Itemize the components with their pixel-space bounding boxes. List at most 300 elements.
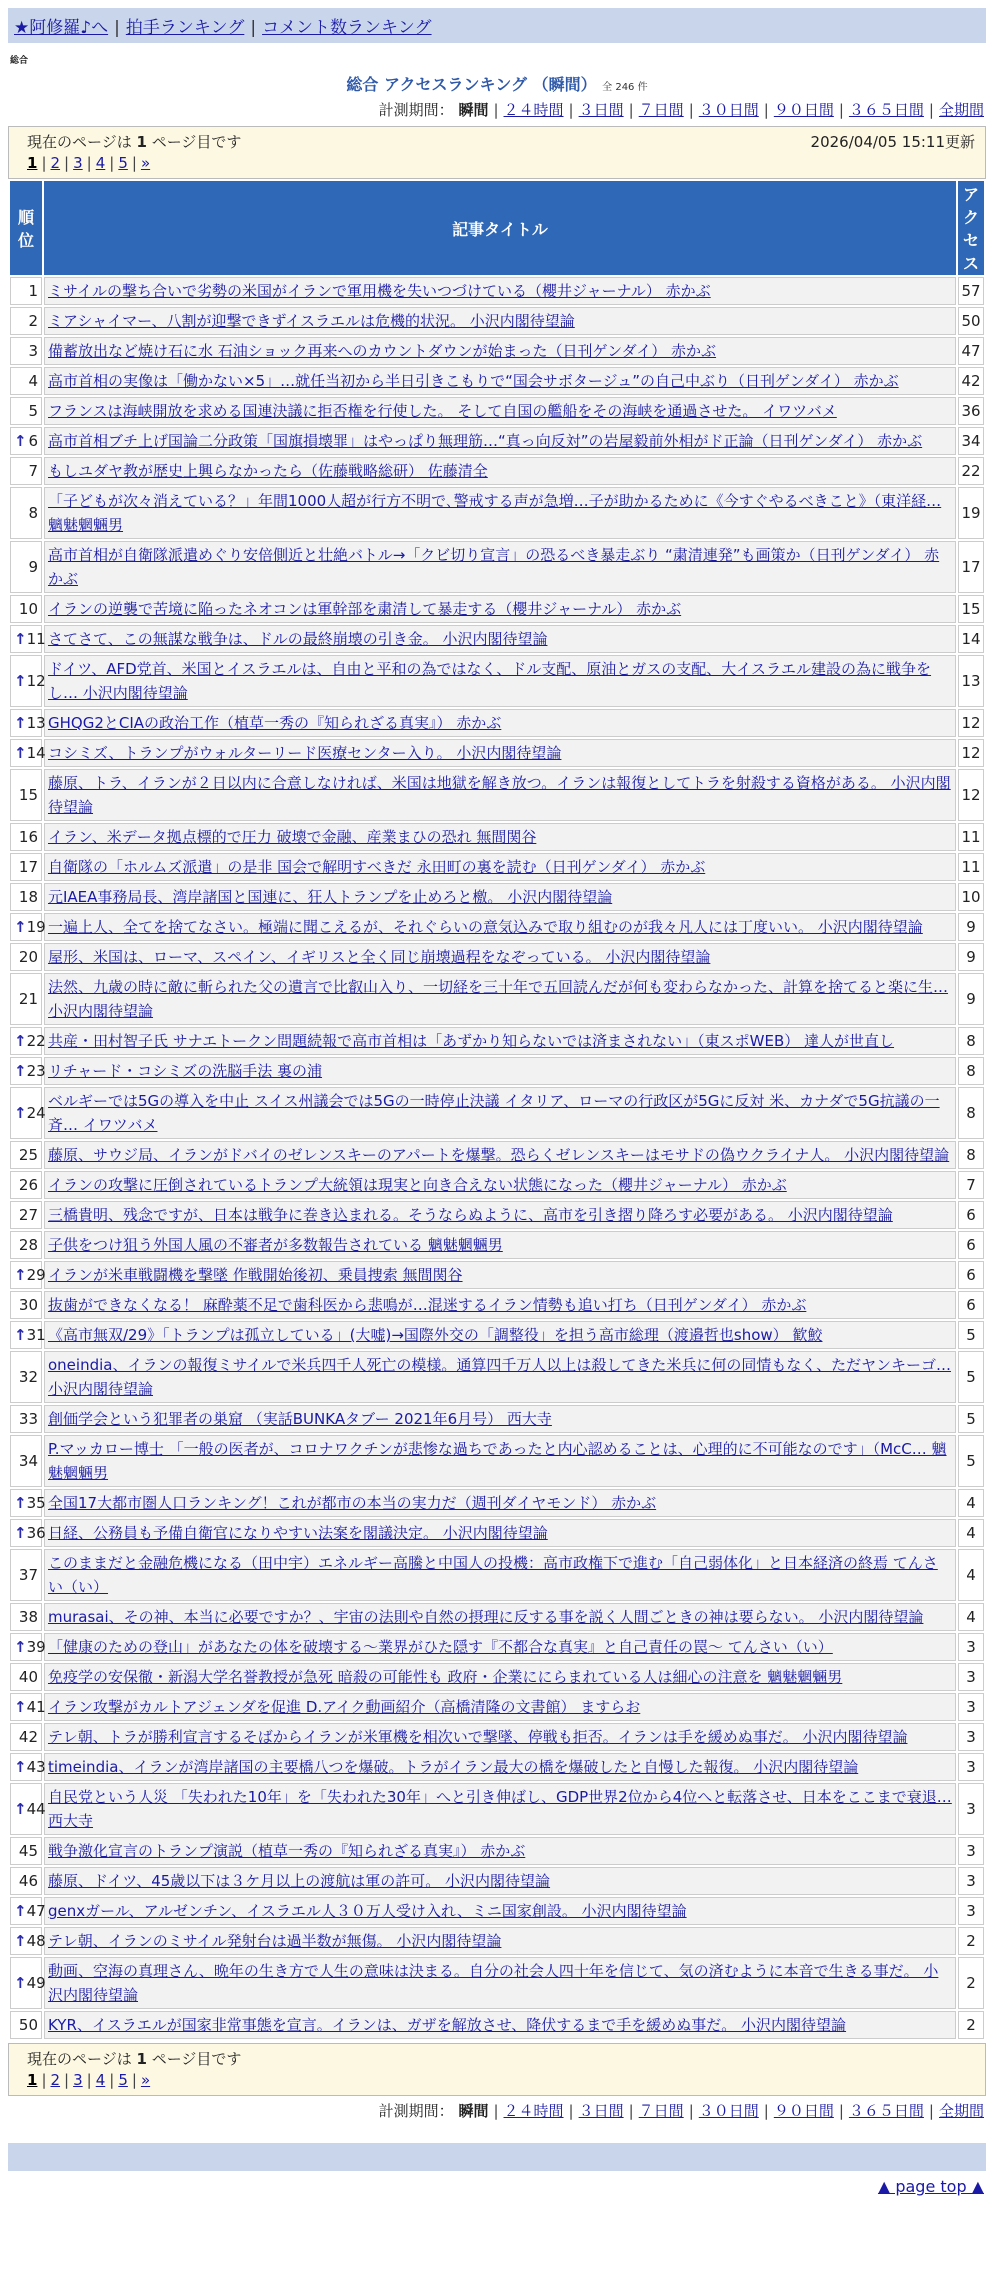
table-row xyxy=(10,1897,984,1925)
rank-number: 18 xyxy=(18,888,38,906)
table-row xyxy=(10,277,984,305)
rank-cell xyxy=(10,655,46,707)
title-cell xyxy=(44,1261,956,1289)
rank-number: 46 xyxy=(18,1872,38,1890)
period-30d-link[interactable]: ３０日間 xyxy=(698,2102,759,2120)
table-row xyxy=(10,337,984,365)
table-row xyxy=(10,1351,984,1403)
title-cell xyxy=(44,1957,956,2009)
article-title-link[interactable]: イランが米車戦闘機を撃墜 作戦開始後初、乗員捜索 無間関谷 xyxy=(48,1266,463,1284)
period-current: 瞬間 xyxy=(458,2102,489,2120)
article-title-link[interactable]: このままだと金融危機になる（田中宇）エネルギー高騰と中国人の投機：高市政権下で進む「自己弱体化」と日本経済の終焉 てんさい（い） xyxy=(48,1554,938,1596)
period-7d-link[interactable]: ７日間 xyxy=(638,2102,684,2120)
rank-cell xyxy=(10,943,42,971)
rank-cell xyxy=(10,1867,42,1895)
table-row xyxy=(10,853,984,881)
article-title-link[interactable]: 三橋貴明、残念ですが、日本は戦争に巻き込まれる。そうならぬように、高市を引き摺り降ろす必要がある。 小沢内閣待望論 xyxy=(48,1206,893,1224)
table-row xyxy=(10,709,984,737)
period-24h-link[interactable]: ２４時間 xyxy=(503,2102,564,2120)
rank-number: 45 xyxy=(18,1842,38,1860)
rank-cell xyxy=(10,1087,46,1139)
article-title-link[interactable]: oneindia、イランの報復ミサイルで米兵四千人死亡の模様。通算四千万人以上は殺してきた米兵に何の同情もなく、ただヤンキーゴ… 小沢内閣待望論 xyxy=(48,1356,951,1398)
pager-page-3[interactable]: 3 xyxy=(73,2071,83,2089)
rank-cell xyxy=(10,1351,42,1403)
rank-up-arrow-icon: ↑ xyxy=(14,714,27,732)
rank-up-arrow-icon: ↑ xyxy=(14,918,27,936)
title-cell xyxy=(44,1435,956,1487)
top-nav xyxy=(8,8,986,43)
rank-up-arrow-icon: ↑ xyxy=(14,1902,27,1920)
article-title-link[interactable]: murasai、その神、本当に必要ですか？、宇宙の法則や自然の摂理に反する事を説く人間ごときの神は要らない。 小沢内閣待望論 xyxy=(48,1608,924,1626)
period-3d-link[interactable]: ３日間 xyxy=(578,101,624,119)
rank-up-arrow-icon: ↑ xyxy=(14,1494,27,1512)
rank-cell xyxy=(10,739,46,767)
article-title-link[interactable]: 全国17大都市圏人口ランキング！これが都市の本当の実力だ（週刊ダイヤモンド） 赤かぶ xyxy=(48,1494,657,1512)
rank-cell xyxy=(10,277,42,305)
rank-cell xyxy=(10,1753,46,1781)
rank-cell xyxy=(10,1489,46,1517)
period-3d-link[interactable]: ３日間 xyxy=(578,2102,624,2120)
period-365d-link[interactable]: ３６５日間 xyxy=(848,2102,924,2120)
article-title-link[interactable]: 高市首相が自衛隊派遣めぐり安倍側近と壮絶バトル→「クビ切り宣言」の恐るべき暴走ぶり “粛清連発”も画策か（日刊ゲンダイ） 赤かぶ xyxy=(48,546,940,588)
rank-up-arrow-icon: ↑ xyxy=(14,1932,27,1950)
title-cell xyxy=(44,541,956,593)
access-count: 10 xyxy=(958,883,984,911)
rank-number: 33 xyxy=(18,1410,38,1428)
rank-up-arrow-icon: ↑ xyxy=(14,672,27,690)
category-tag: 総合 xyxy=(10,56,29,66)
rank-number: 40 xyxy=(18,1668,38,1686)
access-count: 11 xyxy=(958,823,984,851)
rank-cell xyxy=(10,1723,42,1751)
rank-number: 27 xyxy=(18,1206,38,1224)
rank-cell xyxy=(10,541,42,593)
period-selector-bottom: 計測期間： 瞬間 | ２４時間 | ３日間 | ７日間 | ３０日間 | ９０日間 | ３６５日間 | 全期間 xyxy=(378,2102,984,2120)
access-count: 5 xyxy=(958,1405,984,1433)
article-title-link[interactable]: 屋形、米国は、ローマ、スペイン、イギリスと全く同じ崩壊過程をなぞっている。 小沢内閣待望論 xyxy=(48,948,711,966)
table-row xyxy=(10,2011,984,2039)
access-count: 9 xyxy=(958,943,984,971)
title-cell xyxy=(44,1201,956,1229)
rank-number: 2 xyxy=(28,312,38,330)
rank-up-arrow-icon: ↑ xyxy=(14,1698,27,1716)
article-title-link[interactable]: 藤原、サウジ局、イランがドバイのゼレンスキーのアパートを爆撃。恐らくゼレンスキーはモサドの偽ウクライナ人。 小沢内閣待望論 xyxy=(48,1146,950,1164)
article-title-link[interactable]: 戦争激化宣言のトランプ演説（植草一秀の『知られざる真実』） 赤かぶ xyxy=(48,1842,526,1860)
title-cell xyxy=(44,1897,956,1925)
rank-up-arrow-icon: ↑ xyxy=(14,630,27,648)
title-cell xyxy=(44,1057,956,1085)
table-row xyxy=(10,823,984,851)
rank-number: 20 xyxy=(18,948,38,966)
title-cell xyxy=(44,1633,956,1661)
article-title-link[interactable]: ミアシャイマー、八割が迎撃できずイスラエルは危機的状況。 小沢内閣待望論 xyxy=(48,312,575,330)
rank-cell xyxy=(10,853,42,881)
article-title-link[interactable]: ドイツ、AFD党首、米国とイスラエルは、自由と平和の為ではなく、ドル支配、原油とガスの支配、大イスラエル建設の為に戦争をし… 小沢内閣待望論 xyxy=(48,660,932,702)
rank-cell xyxy=(10,595,42,623)
article-title-link[interactable]: 子供をつけ狙う外国人風の不審者が多数報告されている 魑魅魍魎男 xyxy=(48,1236,503,1254)
rank-number: 32 xyxy=(18,1368,38,1386)
title-cell xyxy=(44,655,956,707)
period-24h-link[interactable]: ２４時間 xyxy=(503,101,564,119)
rank-number: 13 xyxy=(26,714,46,732)
rank-cell xyxy=(10,487,42,539)
period-7d-link[interactable]: ７日間 xyxy=(638,101,684,119)
access-count: 47 xyxy=(958,337,984,365)
rank-number: 28 xyxy=(18,1236,38,1254)
access-count: 15 xyxy=(958,595,984,623)
table-row xyxy=(10,1723,984,1751)
table-row xyxy=(10,1519,984,1547)
article-title-link[interactable]: P.マッカロー博士 「一般の医者が、コロナワクチンが悲惨な過ちであったと内心認めることは、心理的に不可能なのです」（McC… 魑魅魍魎男 xyxy=(48,1440,947,1482)
pager-page-4[interactable]: 4 xyxy=(95,2071,106,2089)
access-count: 7 xyxy=(958,1171,984,1199)
article-title-link[interactable]: 自民党という人災 「失われた10年」を「失われた30年」へと引き伸ばし、GDP世界2位から4位へと転落させ、日本をここまで衰退… 西大寺 xyxy=(48,1788,952,1830)
rank-number: 6 xyxy=(28,432,38,450)
col-access-header: アクセス xyxy=(958,181,984,275)
article-title-link[interactable]: もしユダヤ教が歴史上興らなかったら（佐藤戦略総研） 佐藤清全 xyxy=(48,462,488,480)
table-row xyxy=(10,1693,984,1721)
access-count: 6 xyxy=(958,1231,984,1259)
pager-next[interactable]: » xyxy=(140,154,151,172)
access-count: 4 xyxy=(958,1519,984,1547)
title-cell xyxy=(44,709,956,737)
table-row xyxy=(10,769,984,821)
rank-up-arrow-icon: ↑ xyxy=(14,1266,27,1284)
access-count: 6 xyxy=(958,1261,984,1289)
access-count: 3 xyxy=(958,1897,984,1925)
table-row xyxy=(10,625,984,653)
access-count: 12 xyxy=(958,709,984,737)
rank-up-arrow-icon: ↑ xyxy=(14,744,27,762)
article-title-link[interactable]: リチャード・コシミズの洗脳手法 裏の浦 xyxy=(48,1062,323,1080)
title-cell xyxy=(44,973,956,1025)
title-cell xyxy=(44,1549,956,1601)
pager-next[interactable]: » xyxy=(140,2071,151,2089)
access-count: 3 xyxy=(958,1693,984,1721)
rank-cell xyxy=(10,367,42,395)
pager-page-5[interactable]: 5 xyxy=(118,2071,128,2089)
title-cell xyxy=(44,2011,956,2039)
table-row xyxy=(10,943,984,971)
rank-number: 29 xyxy=(26,1266,46,1284)
article-title-link[interactable]: GHQG2とCIAの政治工作（植草一秀の『知られざる真実』） 赤かぶ xyxy=(48,714,502,732)
table-row xyxy=(10,1141,984,1169)
rank-number: 47 xyxy=(26,1902,46,1920)
access-count: 42 xyxy=(958,367,984,395)
article-title-link[interactable]: genxガール、アルゼンチン、イスラエル人３０万人受け入れ、ミニ国家創設。 小沢内閣待望論 xyxy=(48,1902,687,1920)
article-title-link[interactable]: 藤原、ドイツ、45歳以下は３ケ月以上の渡航は軍の許可。 小沢内閣待望論 xyxy=(48,1872,551,1890)
period-365d-link[interactable]: ３６５日間 xyxy=(848,101,924,119)
access-count: 12 xyxy=(958,769,984,821)
pager-page-5[interactable]: 5 xyxy=(118,154,128,172)
nav-sep: | xyxy=(250,18,257,38)
article-title-link[interactable]: 「子どもが次々消えている？」年間1000人超が行方不明で､警戒する声が急増…子が助かるために《今すぐやるべきこと》（東洋経… 魑魅魍魎男 xyxy=(48,492,942,534)
rank-number: 25 xyxy=(18,1146,38,1164)
nav-comments-link[interactable]: コメント数ランキング xyxy=(262,18,432,38)
nav-home-link[interactable]: ★阿修羅♪へ xyxy=(14,18,109,38)
article-title-link[interactable]: 動画、空海の真理さん、晩年の生き方で人生の意味は決まる。自分の社会人四十年を信じて、気の済むように本音で生きる事だ。 小沢内閣待望論 xyxy=(48,1962,939,2004)
table-row xyxy=(10,1663,984,1691)
article-title-link[interactable]: 抜歯ができなくなる！ 麻酔薬不足で歯科医から悲鳴が…混迷するイラン情勢も追い打ち（日刊ゲンダイ） 赤かぶ xyxy=(48,1296,807,1314)
access-count: 5 xyxy=(958,1351,984,1403)
access-count: 3 xyxy=(958,1783,984,1835)
table-row xyxy=(10,541,984,593)
article-title-link[interactable]: イラン、米データ拠点標的で圧力 破壊で金融、産業まひの恐れ 無間関谷 xyxy=(48,828,537,846)
period-all-link[interactable]: 全期間 xyxy=(938,2102,984,2120)
period-90d-link[interactable]: ９０日間 xyxy=(773,2102,834,2120)
access-count: 4 xyxy=(958,1603,984,1631)
title-cell xyxy=(44,427,956,455)
title-cell xyxy=(44,823,956,851)
article-title-link[interactable]: フランスは海峡開放を求める国連決議に拒否権を行使した。 そして自国の艦船をその海峡を通過させた。 イワツバメ xyxy=(48,402,837,420)
footer-bar xyxy=(8,2143,986,2171)
nav-applause-link[interactable]: 拍手ランキング xyxy=(125,18,245,38)
title-cell xyxy=(44,1027,956,1055)
title-cell xyxy=(44,487,956,539)
rank-cell xyxy=(10,709,46,737)
rank-number: 37 xyxy=(18,1566,38,1584)
title-cell xyxy=(44,1351,956,1403)
rank-number: 24 xyxy=(26,1104,46,1122)
title-cell xyxy=(44,853,956,881)
pager-page-1[interactable]: 1 xyxy=(27,154,38,172)
rank-cell xyxy=(10,1291,42,1319)
rank-cell xyxy=(10,457,42,485)
article-title-link[interactable]: 創価学会という犯罪者の巣窟 （実話BUNKAタブー 2021年6月号） 西大寺 xyxy=(48,1410,552,1428)
article-title-link[interactable]: 一遍上人、全てを捨てなさい。極端に聞こえるが、それぐらいの意気込みで取り組むのが我々凡人には丁度いい。 小沢内閣待望論 xyxy=(48,918,923,936)
rank-number: 5 xyxy=(28,402,38,420)
table-row xyxy=(10,1867,984,1895)
rank-cell xyxy=(10,1519,46,1547)
title-cell xyxy=(44,1603,956,1631)
period-selector-top: 計測期間： 瞬間 | ２４時間 | ３日間 | ７日間 | ３０日間 | ９０日間 | ３６５日間 | 全期間 xyxy=(378,101,984,119)
period-current: 瞬間 xyxy=(458,101,489,119)
page-title-text: 総合 アクセスランキング （瞬間） xyxy=(346,75,597,94)
rank-cell xyxy=(10,1783,46,1835)
rank-up-arrow-icon: ↑ xyxy=(14,1524,27,1542)
article-title-link[interactable]: 《高市無双/29》「トランプは孤立している」(大嘘)→国際外交の「調整役」を担う高市総理（渡邉哲也show） 歓鮫 xyxy=(48,1326,823,1344)
rank-number: 50 xyxy=(18,2016,38,2034)
rank-number: 12 xyxy=(26,672,46,690)
rank-cell xyxy=(10,1633,46,1661)
article-title-link[interactable]: 日経、公務員も予備自衛官になりやすい法案を閣議決定。 小沢内閣待望論 xyxy=(48,1524,548,1542)
title-cell xyxy=(44,1693,956,1721)
rank-cell xyxy=(10,1261,46,1289)
table-row xyxy=(10,1753,984,1781)
rank-cell xyxy=(10,1693,46,1721)
rank-cell xyxy=(10,769,42,821)
title-cell xyxy=(44,883,956,911)
access-count: 34 xyxy=(958,427,984,455)
rank-cell xyxy=(10,913,46,941)
table-row xyxy=(10,1489,984,1517)
rank-cell xyxy=(10,1405,42,1433)
period-all-link[interactable]: 全期間 xyxy=(938,101,984,119)
rank-number: 42 xyxy=(18,1728,38,1746)
title-cell xyxy=(44,943,956,971)
access-count: 14 xyxy=(958,625,984,653)
rank-number: 15 xyxy=(18,786,38,804)
title-cell xyxy=(44,277,956,305)
rank-cell xyxy=(10,1231,42,1259)
rank-cell xyxy=(10,2011,42,2039)
period-30d-link[interactable]: ３０日間 xyxy=(698,101,759,119)
rank-number: 49 xyxy=(26,1974,46,1992)
pager-top: 1 | 2 | 3 | 4 | 5 | » xyxy=(27,154,151,172)
title-cell xyxy=(44,1837,956,1865)
rank-number: 23 xyxy=(26,1062,46,1080)
rank-up-arrow-icon: ↑ xyxy=(14,432,27,450)
rank-number: 35 xyxy=(26,1494,46,1512)
table-row xyxy=(10,1027,984,1055)
article-title-link[interactable]: イランの逆襲で苦境に陥ったネオコンは軍幹部を粛清して暴走する（櫻井ジャーナル） 赤かぶ xyxy=(48,600,682,618)
title-cell xyxy=(44,1723,956,1751)
rank-up-arrow-icon: ↑ xyxy=(14,1032,27,1050)
article-title-link[interactable]: 高市首相の実像は「働かない×5」…就任当初から半日引きこもりで“国会サボタージュ”の自己中ぶり（日刊ゲンダイ） 赤かぶ xyxy=(48,372,899,390)
title-cell xyxy=(44,1753,956,1781)
table-row xyxy=(10,1435,984,1487)
rank-number: 19 xyxy=(26,918,46,936)
rank-number: 1 xyxy=(28,282,38,300)
rank-number: 22 xyxy=(26,1032,46,1050)
table-row xyxy=(10,1057,984,1085)
rank-number: 10 xyxy=(18,600,38,618)
title-cell xyxy=(44,1405,956,1433)
rank-number: 30 xyxy=(18,1296,38,1314)
rank-cell xyxy=(10,1435,42,1487)
table-row xyxy=(10,1837,984,1865)
article-title-link[interactable]: さてさて、この無謀な戦争は、ドルの最終崩壊の引き金。 小沢内閣待望論 xyxy=(48,630,548,648)
rank-cell xyxy=(10,823,42,851)
access-count: 8 xyxy=(958,1027,984,1055)
access-count: 12 xyxy=(958,739,984,767)
rank-number: 17 xyxy=(18,858,38,876)
rank-cell xyxy=(10,397,42,425)
rank-number: 7 xyxy=(28,462,38,480)
access-count: 50 xyxy=(958,307,984,335)
access-count: 11 xyxy=(958,853,984,881)
article-title-link[interactable]: 高市首相ブチ上げ国論二分政策「国旗損壊罪」はやっぱり無理筋…“真っ向反対”の岩屋毅前外相がド正論（日刊ゲンダイ） 赤かぶ xyxy=(48,432,923,450)
title-cell xyxy=(44,337,956,365)
rank-up-arrow-icon: ↑ xyxy=(14,1800,27,1818)
page-top-link[interactable]: ▲ page top ▲ xyxy=(877,2177,984,2196)
table-row xyxy=(10,595,984,623)
table-row xyxy=(10,1291,984,1319)
access-count: 17 xyxy=(958,541,984,593)
rank-cell xyxy=(10,1201,42,1229)
table-row xyxy=(10,427,984,455)
rank-cell xyxy=(10,973,42,1025)
access-count: 6 xyxy=(958,1291,984,1319)
rank-number: 48 xyxy=(26,1932,46,1950)
access-count: 57 xyxy=(958,277,984,305)
access-count: 3 xyxy=(958,1837,984,1865)
article-title-link[interactable]: ベルギーでは5Gの導入を中止 スイス州議会では5Gの一時停止決議 イタリア、ローマの行政区が5Gに反対 米、カナダで5G抗議の一斉… イワツバメ xyxy=(48,1092,940,1134)
title-cell xyxy=(44,307,956,335)
table-row xyxy=(10,1549,984,1601)
access-count: 13 xyxy=(958,655,984,707)
title-cell xyxy=(44,913,956,941)
title-cell xyxy=(44,1171,956,1199)
pager-page-2[interactable]: 2 xyxy=(50,154,61,172)
table-row xyxy=(10,457,984,485)
rank-number: 26 xyxy=(18,1176,38,1194)
article-title-link[interactable]: KYR、イスラエルが国家非常事態を宣言。イランは、ガザを解放させ、降伏するまで手を緩めぬ事だ。 小沢内閣待望論 xyxy=(48,2016,847,2034)
article-title-link[interactable]: 共産・田村智子氏 サナエトークン問題続報で高市首相は「あずかり知らないでは済まされない」（東スポWEB） 達人が世直し xyxy=(48,1032,895,1050)
rank-up-arrow-icon: ↑ xyxy=(14,1758,27,1776)
title-cell xyxy=(44,1867,956,1895)
access-count: 5 xyxy=(958,1435,984,1487)
period-90d-link[interactable]: ９０日間 xyxy=(773,101,834,119)
article-title-link[interactable]: イラン攻撃がカルトアジェンダを促進 D.アイク動画紹介（高橋清隆の文書館） ますらお xyxy=(48,1698,641,1716)
rank-cell xyxy=(10,1957,46,2009)
article-title-link[interactable]: テレ朝、イランのミサイル発射台は過半数が無傷。 小沢内閣待望論 xyxy=(48,1932,502,1950)
rank-number: 14 xyxy=(26,744,46,762)
col-rank-header: 順位 xyxy=(10,181,42,275)
access-count: 22 xyxy=(958,457,984,485)
title-cell xyxy=(44,1519,956,1547)
rank-up-arrow-icon: ↑ xyxy=(14,1326,27,1344)
table-row xyxy=(10,307,984,335)
article-title-link[interactable]: 免疫学の安保徹・新潟大学名誉教授が急死 暗殺の可能性も 政府・企業ににらまれている人は細心の注意を 魑魅魍魎男 xyxy=(48,1668,843,1686)
table-header-row xyxy=(10,181,984,275)
article-title-link[interactable]: コシミズ、トランプがウォルターリード医療センター入り。 小沢内閣待望論 xyxy=(48,744,562,762)
rank-number: 41 xyxy=(26,1698,46,1716)
rank-number: 43 xyxy=(26,1758,46,1776)
title-cell xyxy=(44,1291,956,1319)
rank-cell xyxy=(10,307,42,335)
current-page-text: 現在のページは 1 ページ目です xyxy=(27,133,242,151)
article-title-link[interactable]: 自衛隊の「ホルムズ派遣」の是非 国会で解明すべきだ 永田町の裏を読む（日刊ゲンダイ） 赤かぶ xyxy=(48,858,706,876)
article-title-link[interactable]: timeindia、イランが湾岸諸国の主要橋八つを爆破。トラがイラン最大の橋を爆破したと自慢した報復。 小沢内閣待望論 xyxy=(48,1758,859,1776)
access-count: 3 xyxy=(958,1723,984,1751)
access-count: 9 xyxy=(958,913,984,941)
table-row xyxy=(10,1927,984,1955)
rank-up-arrow-icon: ↑ xyxy=(14,1638,27,1656)
title-cell xyxy=(44,367,956,395)
ranking-table-body xyxy=(10,277,984,2039)
table-row xyxy=(10,1321,984,1349)
page-info-panel-bottom xyxy=(8,2043,986,2096)
access-count: 9 xyxy=(958,973,984,1025)
page-top-area xyxy=(0,2177,984,2196)
access-count: 8 xyxy=(958,1057,984,1085)
pager-page-2[interactable]: 2 xyxy=(50,2071,61,2089)
rank-cell xyxy=(10,1141,42,1169)
rank-cell xyxy=(10,1027,46,1055)
rank-number: 36 xyxy=(26,1524,46,1542)
article-title-link[interactable]: テレ朝、トラが勝利宣言するそばからイランが米軍機を相次いで撃墜、停戦も拒否。イランは手を緩めぬ事だ。 小沢内閣待望論 xyxy=(48,1728,908,1746)
pager-page-3[interactable]: 3 xyxy=(73,154,83,172)
pager-bottom: 1 | 2 | 3 | 4 | 5 | » xyxy=(27,2071,151,2089)
table-row xyxy=(10,913,984,941)
pager-page-4[interactable]: 4 xyxy=(95,154,106,172)
article-title-link[interactable]: ミサイルの撃ち合いで劣勢の米国がイランで軍用機を失いつづけている（櫻井ジャーナル） 赤かぶ xyxy=(48,282,711,300)
article-title-link[interactable]: 備蓄放出など焼け石に水 石油ショック再来へのカウントダウンが始まった（日刊ゲンダイ） 赤かぶ xyxy=(48,342,717,360)
access-count: 19 xyxy=(958,487,984,539)
article-title-link[interactable]: 法然、九歳の時に敵に斬られた父の遺言で比叡山入り、一切経を三十年で五回読んだが何も変わらなかった、計算を捨てると楽に生… 小沢内閣待望論 xyxy=(48,978,949,1020)
access-count: 2 xyxy=(958,1927,984,1955)
title-cell xyxy=(44,397,956,425)
article-title-link[interactable]: 「健康のための登山」があなたの体を破壊する〜業界がひた隠す『不都合な真実』と自己責任の罠〜 てんさい（い） xyxy=(48,1638,833,1656)
rank-cell xyxy=(10,883,42,911)
article-title-link[interactable]: 藤原、トラ、イランが２日以内に合意しなければ、米国は地獄を解き放つ。イランは報復としてトラを射殺する資格がある。 小沢内閣待望論 xyxy=(48,774,951,816)
table-row xyxy=(10,1783,984,1835)
article-title-link[interactable]: 元IAEA事務局長、湾岸諸国と国連に、狂人トランプを止めろと檄。 小沢内閣待望論 xyxy=(48,888,613,906)
article-title-link[interactable]: イランの攻撃に圧倒されているトランプ大統領は現実と向き合えない状態になった（櫻井ジャーナル） 赤かぶ xyxy=(48,1176,787,1194)
pager-page-1[interactable]: 1 xyxy=(27,2071,38,2089)
rank-number: 21 xyxy=(18,990,38,1008)
